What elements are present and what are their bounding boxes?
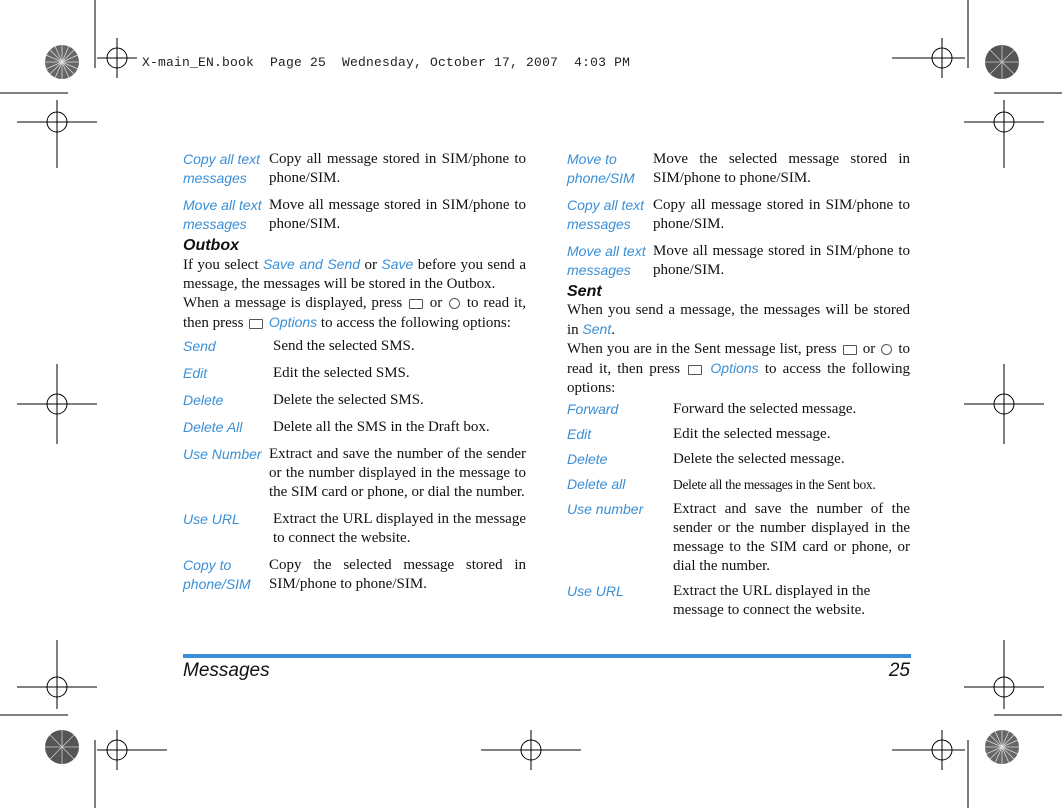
starburst-mark-icon bbox=[985, 730, 1019, 764]
option-term: Delete all bbox=[567, 476, 626, 492]
ok-key-icon bbox=[881, 344, 892, 355]
option-term: Use URL bbox=[183, 511, 240, 527]
option-desc: Copy the selected message stored in SIM/phone to phone/SIM. bbox=[269, 557, 526, 592]
registration-target-icon bbox=[892, 730, 965, 770]
option-row bbox=[183, 391, 526, 410]
softkey-icon bbox=[409, 299, 423, 309]
registration-target-icon bbox=[97, 730, 167, 770]
right-column bbox=[567, 150, 910, 620]
option-row bbox=[567, 425, 910, 444]
option-desc: Move the selected message stored in SIM/phone to phone/SIM. bbox=[653, 151, 910, 186]
starburst-mark-icon bbox=[985, 45, 1019, 79]
option-term: Use Number bbox=[183, 446, 262, 462]
option-row bbox=[183, 510, 526, 548]
option-desc: Extract and save the number of the sender or the number displayed in the message to the SIM card or phone, or dial the number. bbox=[269, 446, 526, 500]
option-desc: Edit the selected SMS. bbox=[273, 365, 410, 381]
option-desc: Delete all the messages in the Sent box. bbox=[673, 477, 876, 492]
option-row bbox=[567, 475, 910, 494]
footer-chapter-title: Messages bbox=[183, 660, 270, 681]
option-desc: Copy all message stored in SIM/phone to phone/SIM. bbox=[653, 197, 910, 232]
option-row bbox=[183, 150, 526, 188]
option-row bbox=[567, 450, 910, 469]
option-term: Edit bbox=[183, 365, 208, 381]
option-desc: Delete the selected message. bbox=[673, 451, 845, 467]
option-row bbox=[183, 556, 526, 594]
option-term: Move all text messages bbox=[183, 197, 262, 232]
option-desc: Forward the selected message. bbox=[673, 401, 857, 417]
option-term: Delete All bbox=[183, 419, 243, 435]
option-term: Delete bbox=[183, 392, 224, 408]
option-term: Use URL bbox=[567, 583, 624, 599]
option-term: Copy all text messages bbox=[567, 197, 645, 232]
section-title-sent: Sent bbox=[567, 283, 602, 300]
registration-target-icon bbox=[97, 38, 137, 78]
softkey-icon bbox=[843, 345, 857, 355]
option-row bbox=[183, 364, 526, 383]
option-desc: Copy all message stored in SIM/phone to phone/SIM. bbox=[269, 151, 526, 186]
option-desc: Delete all the SMS in the Draft box. bbox=[273, 419, 490, 435]
option-term: Delete bbox=[567, 451, 608, 467]
outbox-paragraph-1: If you select Save and Send or Save before you send a message, the messages will be stored in the Outbox. bbox=[183, 256, 527, 292]
option-desc: Move all message stored in SIM/phone to phone/SIM. bbox=[653, 243, 910, 278]
option-row bbox=[567, 150, 910, 188]
sent-paragraph-1: When you send a message, the messages will be stored in Sent. bbox=[567, 302, 910, 338]
option-term: Use number bbox=[567, 501, 644, 517]
section-title-outbox: Outbox bbox=[183, 237, 239, 254]
registration-target-icon bbox=[964, 640, 1044, 709]
option-desc: Edit the selected message. bbox=[673, 426, 831, 442]
option-row bbox=[567, 400, 910, 419]
registration-target-icon bbox=[481, 730, 581, 770]
option-row bbox=[183, 445, 526, 502]
outbox-paragraph-2: When a message is displayed, press or to read it, then press Options to access the following options: bbox=[183, 295, 526, 331]
option-term: Copy all text messages bbox=[183, 151, 261, 186]
option-term: Forward bbox=[567, 401, 619, 417]
ok-key-icon bbox=[449, 298, 460, 309]
option-term: Move to phone/SIM bbox=[567, 151, 635, 186]
option-desc: Move all message stored in SIM/phone to phone/SIM. bbox=[269, 197, 526, 232]
registration-target-icon bbox=[964, 364, 1044, 444]
option-term: Send bbox=[183, 338, 216, 354]
print-header: X-main_EN.book Page 25 Wednesday, October 17, 2007 4:03 PM bbox=[142, 55, 631, 70]
option-term: Copy to phone/SIM bbox=[183, 557, 251, 592]
option-desc: Extract the URL displayed in the message to connect the website. bbox=[273, 511, 526, 546]
registration-target-icon bbox=[17, 100, 97, 168]
option-row bbox=[567, 500, 910, 576]
footer-page-number: 25 bbox=[888, 660, 910, 681]
option-row bbox=[183, 196, 526, 234]
starburst-mark-icon bbox=[45, 45, 79, 79]
footer-rule bbox=[183, 654, 911, 658]
option-desc: Extract and save the number of the sender or the number displayed in the message to the SIM card or phone, or dial the number. bbox=[673, 501, 910, 574]
registration-target-icon bbox=[964, 100, 1044, 168]
option-desc: Delete the selected SMS. bbox=[273, 392, 424, 408]
softkey-icon bbox=[688, 365, 702, 375]
option-desc: Extract the URL displayed in the message to connect the website. bbox=[673, 583, 871, 618]
starburst-mark-icon bbox=[45, 730, 79, 764]
registration-target-icon bbox=[17, 640, 97, 709]
left-column bbox=[183, 150, 526, 594]
option-row bbox=[567, 196, 910, 234]
registration-target-icon bbox=[17, 364, 97, 444]
option-row bbox=[183, 337, 526, 356]
option-term: Edit bbox=[567, 426, 592, 442]
option-row bbox=[183, 418, 526, 437]
registration-target-icon bbox=[892, 38, 965, 78]
option-row bbox=[567, 242, 910, 280]
option-row bbox=[567, 582, 910, 620]
option-term: Move all text messages bbox=[567, 243, 646, 278]
sent-paragraph-2: When you are in the Sent message list, press or to read it, then press Options to access the following options: bbox=[567, 341, 910, 396]
option-desc: Send the selected SMS. bbox=[273, 338, 415, 354]
softkey-icon bbox=[249, 319, 263, 329]
